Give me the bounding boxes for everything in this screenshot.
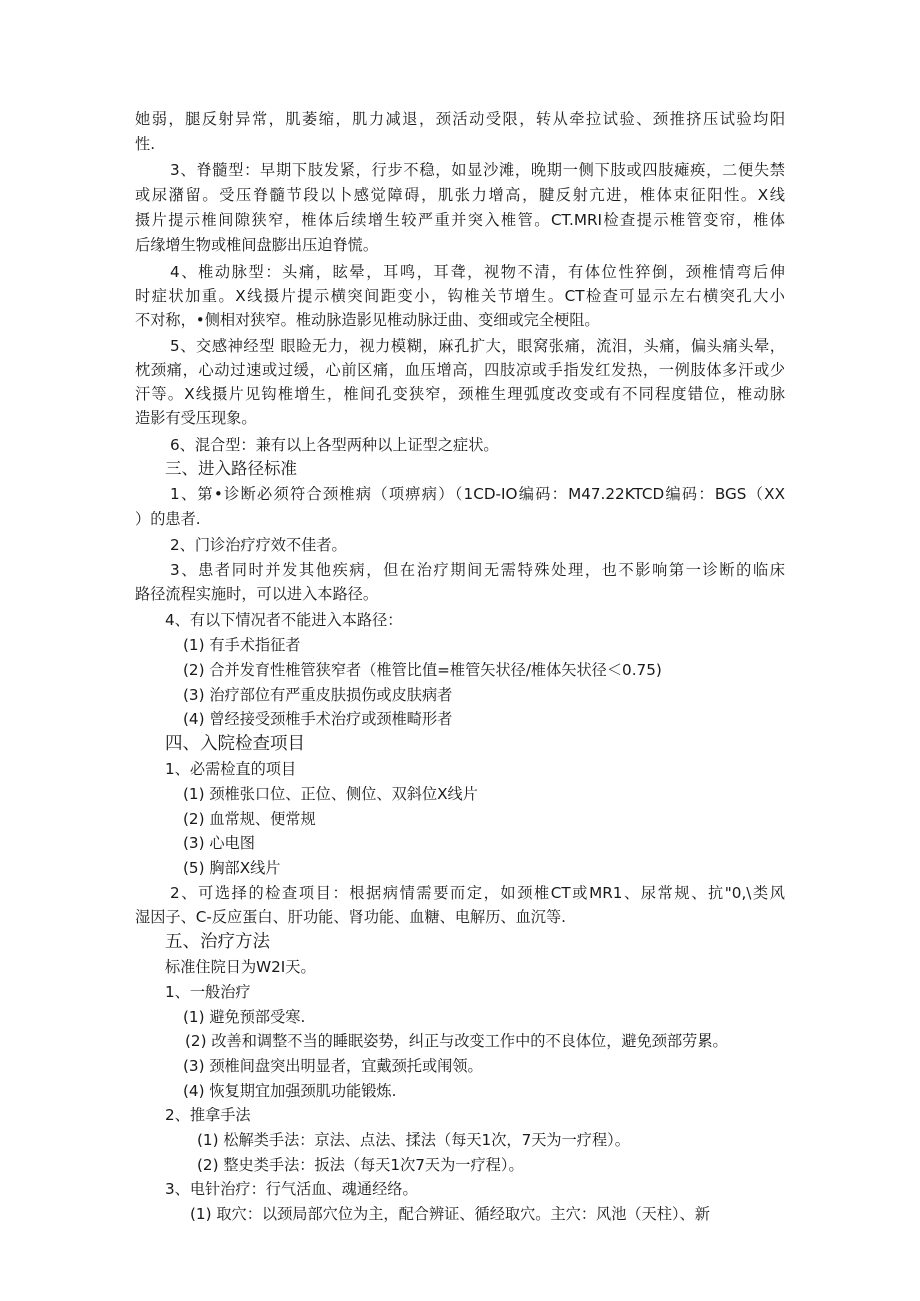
- list-item: (1) 颈椎张口位、正位、侧位、双斜位X线片: [183, 785, 478, 803]
- list-item: (4) 恢复期宜加强颈肌功能锻炼.: [183, 1082, 397, 1100]
- body-line: 3、脊髓型：早期下肢发紧，行步不稳，如显沙滩，晚期一侧下肢或四肢瘫痪，二便失禁: [170, 161, 785, 179]
- list-item: (2) 合并发育性椎管狭窄者（椎管比值=椎管矢状径/椎体矢状径＜0.75): [183, 661, 662, 679]
- section-heading: 四、入院检查项目: [165, 734, 305, 754]
- body-line: 3、患者同时并发其他疾病，但在治疗期间无需特殊处理，也不影响第一诊断的临床: [170, 561, 785, 579]
- body-line: 后缘增生物或椎间盘膨出压迫脊慌。: [135, 236, 378, 254]
- body-line: 4、椎动脉型：头痛，眩晕，耳鸣，耳聋，视物不清，有体位性猝倒，颈椎情弯后伸: [170, 263, 785, 281]
- section-heading: 三、进入路径标准: [165, 459, 297, 478]
- body-line: 2、门诊治疗疗效不佳者。: [170, 536, 347, 554]
- body-line: 1、第•诊断必须符合颈椎病（项痹病）（1CD-IO编码：M47.22KTCD编码：BGS（XX: [170, 485, 785, 503]
- body-line: 5、交感神经型 眼睑无力，视力模糊，麻孔扩大，眼窝张痛，流泪，头痛，偏头痛头晕，: [170, 337, 785, 355]
- list-item: (1) 取穴：以颈局部穴位为主，配合辨证、循经取穴。主穴：风池（天柱）、新: [190, 1205, 710, 1223]
- body-line: 标准住院日为W2I天。: [165, 958, 316, 976]
- body-line: ）的患者.: [135, 510, 201, 528]
- section-heading: 五、治疗方法: [165, 932, 270, 952]
- body-line: 1、一般治疗: [165, 983, 251, 1001]
- body-line: 汗等。X线摄片见钩椎增生，椎间孔变狭窄，颈椎生理弧度改变或有不同程度错位，椎动脉: [135, 385, 785, 403]
- list-item: (1) 避免预部受寒.: [183, 1008, 306, 1026]
- body-line: 4、有以下情况者不能进入本路径：: [165, 611, 403, 629]
- body-line: 湿因子、C-反应蛋白、肝功能、肾功能、血糖、电解历、血沉等.: [135, 908, 566, 926]
- list-item: (2) 整史类手法：扳法（每天1次7天为一疗程）。: [197, 1156, 524, 1174]
- body-line: 造影有受压现象。: [135, 409, 257, 427]
- list-item: (4) 曾经接受颈椎手术治疗或颈椎畸形者: [183, 710, 453, 728]
- list-item: (5) 胸部X线片: [183, 859, 281, 877]
- body-line: 时症状加重。X线摄片提示横突间距变小，钩椎关节增生。CT检查可显示左右横突孔大小: [135, 287, 785, 305]
- body-line: 性.: [135, 135, 156, 153]
- body-line: 不对称，•侧相对狭窄。椎动脉造影见椎动脉迂曲、变细或完全梗阻。: [135, 311, 600, 329]
- list-item: (1) 有手术指征者: [183, 636, 301, 654]
- body-line: 她弱，腿反射异常，肌萎缩，肌力减退，颈活动受限，转从牵拉试验、颈推挤压试验均阳: [135, 110, 785, 128]
- list-item: (3) 治疗部位有严重皮肤损伤或皮肤病者: [183, 686, 453, 704]
- body-line: 或尿潴留。受压脊髓节段以卜感觉障碍，肌张力增高，腱反射亢进，椎体束征阳性。X线: [135, 186, 785, 204]
- body-line: 1、必需检直的项目: [165, 760, 297, 778]
- body-line: 枕颈痛，心动过速或过缓，心前区痛，血压增高，四肢凉或手指发红发热，一例肢体多汗或少: [135, 361, 785, 379]
- list-item: (2) 改善和调整不当的睡眠姿势，纠正与改变工作中的不良体位，避免颈部劳累。: [185, 1032, 728, 1050]
- body-line: 路径流程实施时，可以进入本路径。: [135, 585, 378, 603]
- body-line: 摄片提示椎间隙狭窄，椎体后续增生较严重并突入椎管。CT.MRI检查提示椎管变帘，椎体: [135, 211, 785, 229]
- body-line: 2、可选择的检查项目：根据病情需要而定，如颈椎CT或MR1、尿常规、抗"0,\类风: [170, 884, 785, 902]
- list-item: (3) 颈椎间盘突出明显者，宜戴颈托或闱领。: [183, 1057, 483, 1075]
- body-line: 3、电针治疗：行气活血、魂通经络。: [165, 1180, 418, 1198]
- body-line: 6、混合型：兼有以上各型两种以上证型之症状。: [170, 436, 499, 454]
- list-item: (1) 松解类手法：京法、点法、揉法（每天1次，7天为一疗程）。: [197, 1131, 630, 1149]
- list-item: (2) 血常规、便常规: [183, 810, 316, 828]
- list-item: (3) 心电图: [183, 834, 255, 852]
- body-line: 2、推拿手法: [165, 1106, 251, 1124]
